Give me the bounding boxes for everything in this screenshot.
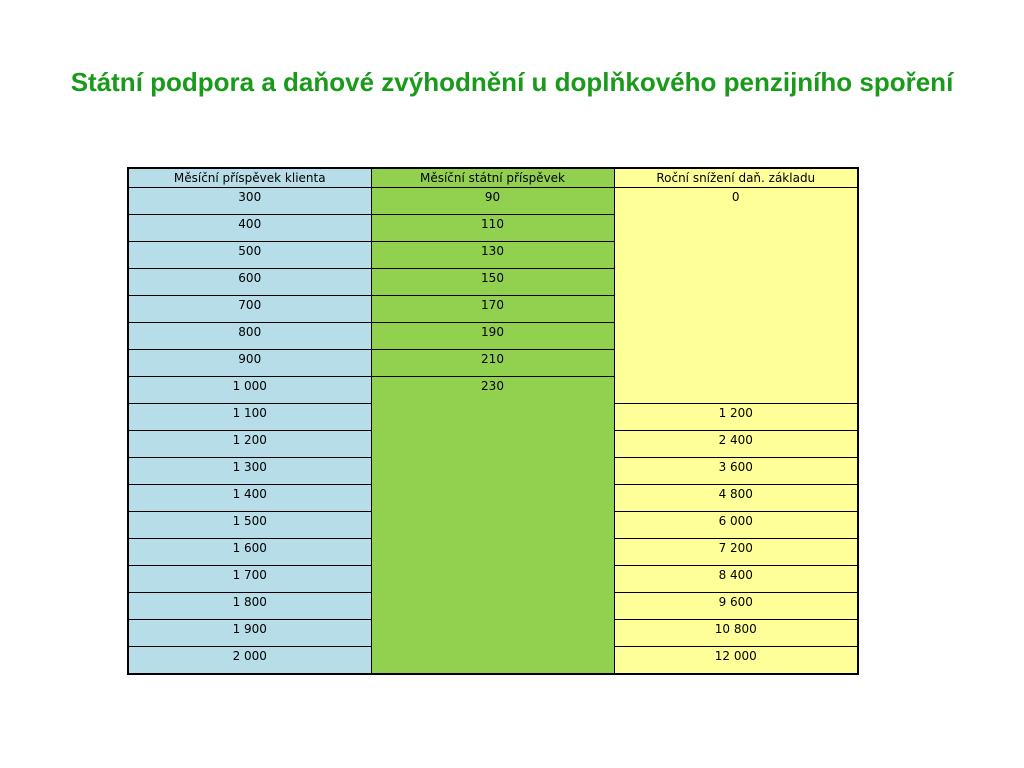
tax-cell: 6 000 [614, 512, 858, 539]
client-cell: 900 [128, 350, 371, 377]
state-cell: 90 [371, 188, 614, 215]
state-cell: 210 [371, 350, 614, 377]
state-cell: 110 [371, 215, 614, 242]
tax-cell: 4 800 [614, 485, 858, 512]
client-cell: 1 600 [128, 539, 371, 566]
support-table [127, 167, 859, 675]
header-client-contribution: Měsíční příspěvek klienta [128, 168, 371, 188]
client-cell: 1 700 [128, 566, 371, 593]
table-row [128, 188, 858, 215]
state-cell-merged: 230 [371, 377, 614, 675]
tax-cell: 7 200 [614, 539, 858, 566]
client-cell: 1 900 [128, 620, 371, 647]
client-cell: 1 000 [128, 377, 371, 404]
header-row [128, 168, 858, 188]
client-cell: 1 100 [128, 404, 371, 431]
state-cell: 150 [371, 269, 614, 296]
state-cell: 130 [371, 242, 614, 269]
tax-cell: 3 600 [614, 458, 858, 485]
slide-title: Státní podpora a daňové zvýhodnění u doplňkového penzijního spoření [70, 67, 954, 97]
tax-cell: 2 400 [614, 431, 858, 458]
header-state-contribution: Měsíční státní příspěvek [371, 168, 614, 188]
client-cell: 800 [128, 323, 371, 350]
client-cell: 600 [128, 269, 371, 296]
client-cell: 1 800 [128, 593, 371, 620]
client-cell: 300 [128, 188, 371, 215]
client-cell: 1 400 [128, 485, 371, 512]
client-cell: 700 [128, 296, 371, 323]
tax-cell: 10 800 [614, 620, 858, 647]
tax-cell: 1 200 [614, 404, 858, 431]
client-cell: 2 000 [128, 647, 371, 675]
client-cell: 1 500 [128, 512, 371, 539]
client-cell: 400 [128, 215, 371, 242]
tax-cell: 12 000 [614, 647, 858, 675]
tax-cell: 9 600 [614, 593, 858, 620]
client-cell: 1 300 [128, 458, 371, 485]
tax-cell-merged-zero: 0 [614, 188, 858, 404]
header-tax-reduction: Roční snížení daň. základu [614, 168, 858, 188]
client-cell: 1 200 [128, 431, 371, 458]
state-cell: 170 [371, 296, 614, 323]
tax-cell: 8 400 [614, 566, 858, 593]
state-cell: 190 [371, 323, 614, 350]
client-cell: 500 [128, 242, 371, 269]
